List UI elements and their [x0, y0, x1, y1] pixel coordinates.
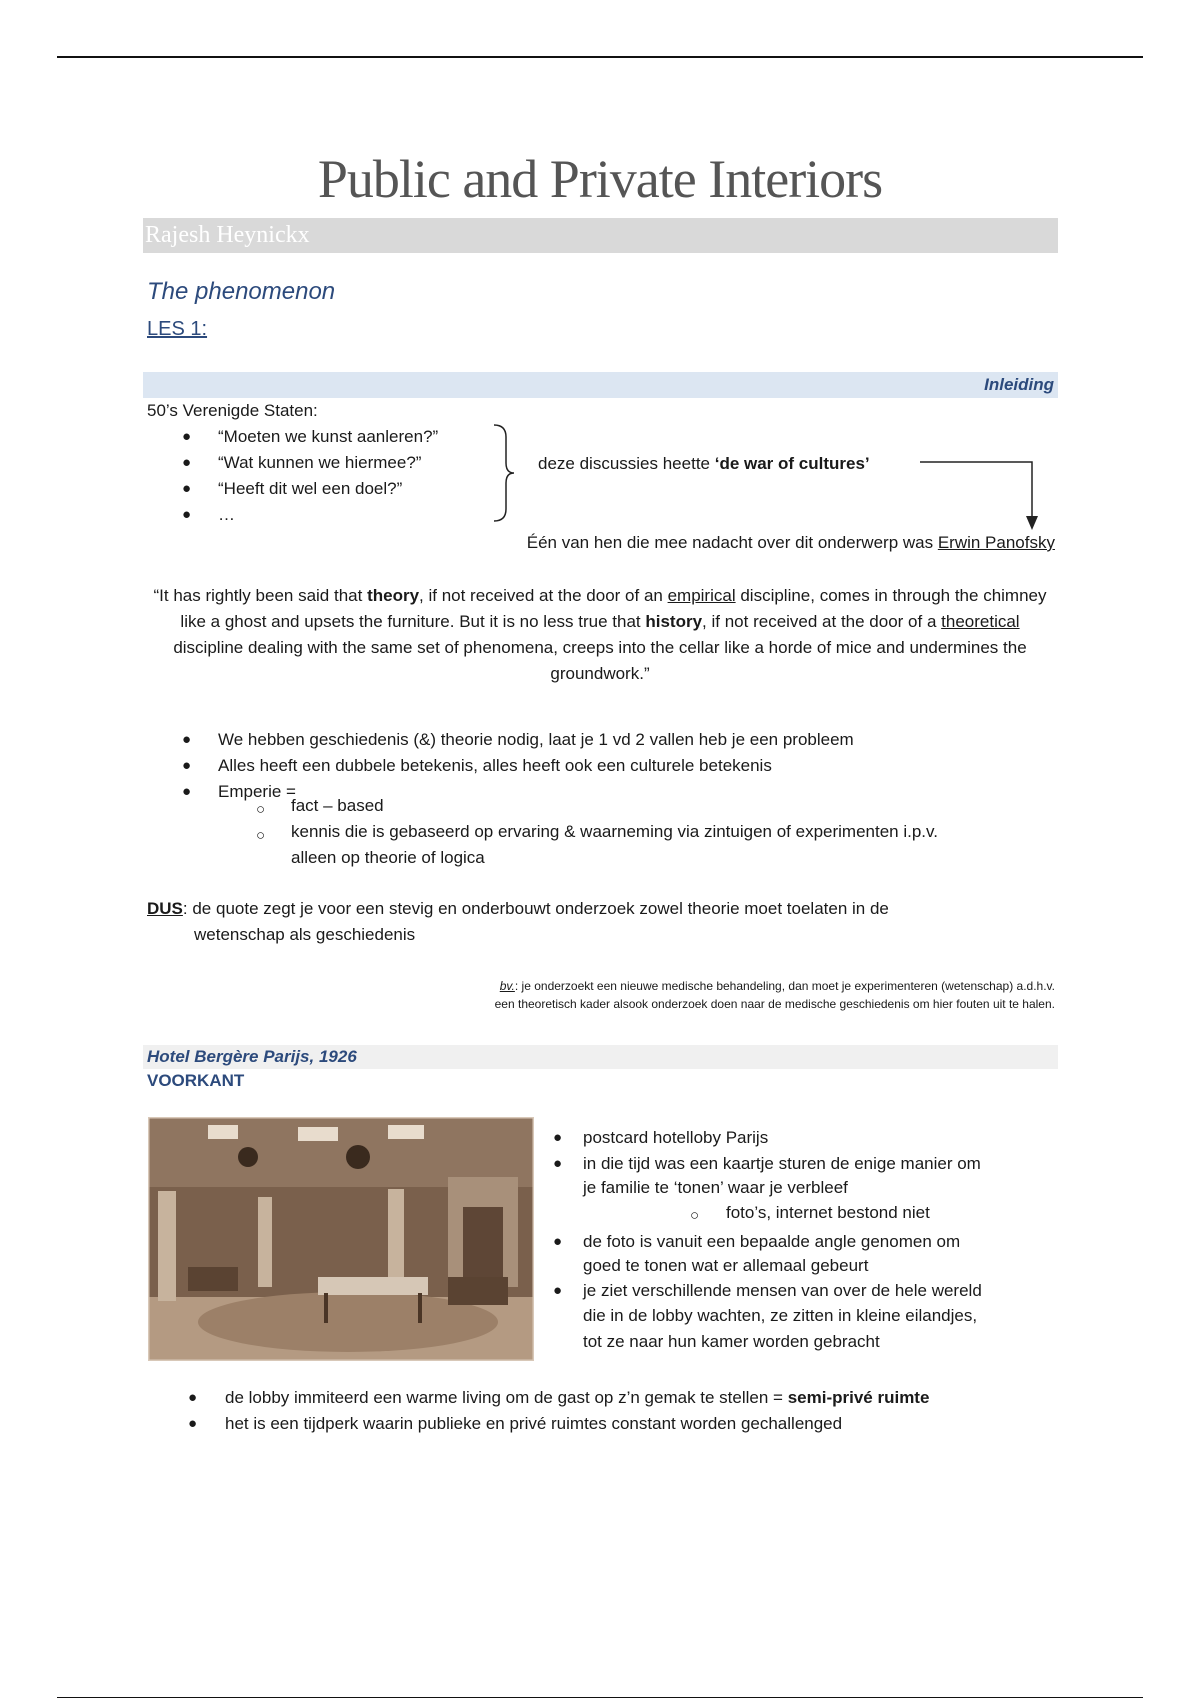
panofsky-name: Erwin Panofsky: [937, 533, 1055, 552]
bullet-icon: ●: [553, 1129, 563, 1146]
brace-icon: [492, 423, 516, 523]
question-item: “Wat kunnen we hiermee?”: [218, 453, 422, 472]
bullet-icon: ●: [553, 1155, 563, 1172]
postcard-point-continued: tot ze naar hun kamer worden gebracht: [583, 1332, 880, 1351]
bullet-icon: ●: [182, 757, 192, 774]
lobby-photo-drawing: [148, 1117, 534, 1361]
war-bold: ‘de war of cultures’: [714, 454, 870, 473]
war-prefix: deze discussies heette: [538, 454, 715, 473]
emperie-item: kennis die is gebaseerd op ervaring & waarneming via zintuigen of experimenten i.p.v.: [291, 822, 938, 841]
quote-bold-history: history: [645, 612, 703, 631]
hotel-lobby-photo: [148, 1117, 534, 1361]
dus-label: DUS: [147, 899, 183, 918]
lobby-point: [225, 1385, 929, 1411]
quote-part: , if not received at the door of a: [702, 612, 942, 631]
top-rule: [57, 56, 1143, 58]
postcard-point-continued: die in de lobby wachten, ze zitten in kleine eilandjes,: [583, 1306, 978, 1325]
bullet-icon: ●: [553, 1233, 563, 1250]
question-item: “Heeft dit wel een doel?”: [218, 479, 403, 498]
postcard-point: je ziet verschillende mensen van over de hele wereld: [583, 1281, 982, 1300]
quote-underline-theoretical: theoretical: [941, 612, 1020, 631]
lobby-prefix: de lobby immiteerd een warme living om de gast op z’n gemak te stellen =: [225, 1388, 788, 1407]
bottom-rule: [57, 1697, 1143, 1698]
hotel-bar: [143, 1045, 1058, 1069]
quote-bold-theory: theory: [367, 586, 420, 605]
arrow-down-icon: [918, 452, 1038, 532]
postcard-point: postcard hotelloby Parijs: [583, 1128, 769, 1147]
intro-label: Inleiding: [984, 375, 1054, 394]
bullet-icon: ●: [182, 731, 192, 748]
lobby-bold: semi-privé ruimte: [787, 1388, 930, 1407]
bullet-icon: ●: [182, 783, 192, 800]
era-point: het is een tijdperk waarin publieke en privé ruimtes constant worden gechallenged: [225, 1414, 843, 1433]
bullet-icon: ●: [182, 480, 192, 497]
example-line2: een theoretisch kader alsook onderzoek doen naar de medische geschiedenis om hier fouten uit te halen.: [494, 997, 1055, 1011]
circle-bullet-icon: ○: [256, 801, 266, 818]
bullet-icon: ●: [188, 1415, 198, 1432]
quote-underline-empirical: empirical: [667, 586, 736, 605]
panofsky-prefix: Één van hen die mee nadacht over dit onderwerp was: [526, 533, 938, 552]
emperie-item: fact – based: [291, 796, 384, 815]
point-item: We hebben geschiedenis (&) theorie nodig, laat je 1 vd 2 vallen heb je een probleem: [218, 730, 854, 749]
panofsky-quote: [150, 583, 1050, 687]
quote-part: , if not received at the door of an: [419, 586, 668, 605]
question-item: …: [218, 505, 235, 524]
example-label: bv.: [499, 979, 515, 993]
quote-part: “It has rightly been said that: [153, 586, 368, 605]
point-item: Alles heeft een dubbele betekenis, alles heeft ook een culturele betekenis: [218, 756, 772, 775]
postcard-subpoint: foto’s, internet bestond niet: [726, 1203, 930, 1222]
question-item: “Moeten we kunst aanleren?”: [218, 427, 439, 446]
lesson-label: LES 1:: [147, 318, 208, 340]
example-note: [335, 977, 1055, 1013]
dus-line1: : de quote zegt je voor een stevig en onderbouwt onderzoek zowel theorie moet toelaten in de: [182, 899, 889, 918]
circle-bullet-icon: ○: [690, 1207, 700, 1224]
panofsky-line: [527, 530, 1055, 556]
bullet-icon: ●: [553, 1282, 563, 1299]
quote-part: discipline dealing with the same set of phenomena, creeps into the cellar like a horde of mice and undermines the groundwork.”: [173, 638, 1027, 683]
postcard-point-continued: je familie te ‘tonen’ waar je verbleef: [583, 1178, 848, 1197]
front-label: VOORKANT: [147, 1071, 245, 1090]
document-title: Public and Private Interiors: [317, 149, 883, 209]
quote-part: discipline, comes in through the chimney like a ghost and upsets the furniture. But it is no less true that: [180, 586, 1047, 631]
hotel-title: Hotel Bergère Parijs, 1926: [147, 1047, 357, 1066]
circle-bullet-icon: ○: [256, 827, 266, 844]
bullet-icon: ●: [182, 454, 192, 471]
postcard-point-continued: goed te tonen wat er allemaal gebeurt: [583, 1256, 869, 1275]
emperie-item-continued: alleen op theorie of logica: [291, 848, 485, 867]
dus-line: [147, 896, 889, 922]
postcard-point: in die tijd was een kaartje sturen de enige manier om: [583, 1154, 981, 1173]
point-item: Emperie =: [218, 782, 296, 801]
bullet-icon: ●: [182, 428, 192, 445]
war-of-cultures-text: [538, 451, 870, 477]
section-heading: The phenomenon: [147, 278, 336, 305]
postcard-point: de foto is vanuit een bepaalde angle genomen om: [583, 1232, 961, 1251]
intro-bar: [143, 372, 1058, 398]
bullet-icon: ●: [182, 506, 192, 523]
author-name: Rajesh Heynickx: [145, 222, 310, 248]
example-text1: : je onderzoekt een nieuwe medische behandeling, dan moet je experimenteren (wetenschap) a.d.h.v.: [514, 979, 1055, 993]
example-line1: [335, 977, 1055, 995]
bullet-icon: ●: [188, 1389, 198, 1406]
dus-line2: wetenschap als geschiedenis: [194, 925, 416, 944]
us-label: 50’s Verenigde Staten:: [147, 401, 318, 420]
author-bar: [143, 218, 1058, 253]
